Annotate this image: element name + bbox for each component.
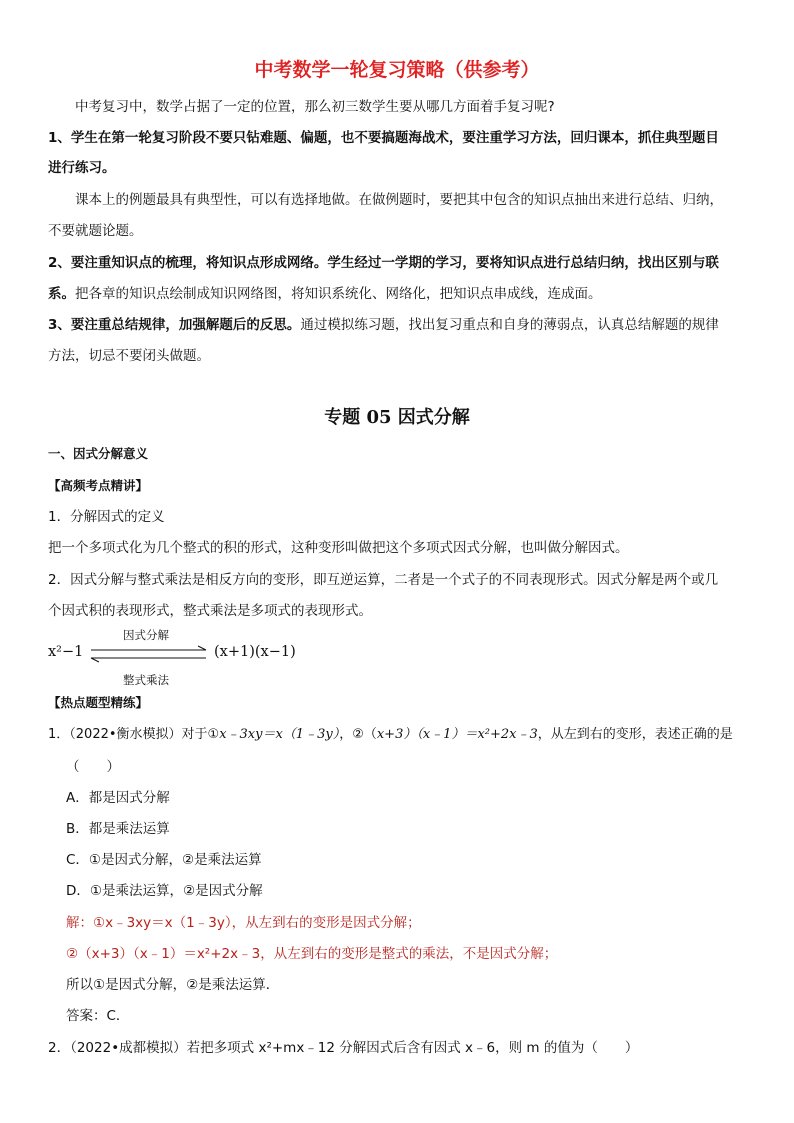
diagram-top-label: 因式分解: [123, 628, 169, 642]
section-heading: 一、因式分解意义: [48, 446, 149, 461]
strategy-point3-bold: 3、要注重总结规律，加强解题后的反思。: [48, 317, 301, 333]
question1-suffix: ，从左到右的变形，表述正确的是: [537, 727, 733, 742]
strategy-point1-line1: 1、学生在第一轮复习阶段不要只钻难题、偏题，也不要搞题海战术，要注重学习方法，回归课本，抓住典型题目: [48, 130, 719, 146]
strategy-point2-line1: 2、要注重知识点的梳理，将知识点形成网络。学生经过一学期的学习，要将知识点进行总结归纳，找出区别与联: [48, 255, 719, 271]
definition-text: 把一个多项式化为几个整式的积的形式，这种变形叫做把这个多项式因式分解，也叫做分解因式。: [48, 540, 629, 556]
option-a: A．都是因式分解: [66, 790, 170, 806]
question1-expr2: x+3）（x﹣1）＝x²+2x﹣3: [376, 727, 538, 742]
high-frequency-heading: 【高频考点精讲】: [48, 478, 149, 493]
strategy-point2-line2-rest: 把各章的知识点绘制成知识网络图，将知识系统化、网络化，把知识点串成线，连成面。: [75, 286, 602, 302]
strategy-point3-rest: 通过模拟练习题，找出复习重点和自身的薄弱点，认真总结解题的规律: [300, 317, 719, 333]
option-b: B．都是乘法运算: [66, 821, 170, 837]
solution-line2: ②（x+3）（x﹣1）＝x²+2x﹣3，从左到右的变形是整式的乘法，不是因式分解；: [66, 946, 558, 962]
strategy-title: 中考数学一轮复习策略（供参考）: [254, 59, 540, 81]
question1-prefix: 1．（2022•衡水模拟）对于①: [48, 727, 220, 742]
relation-line2: 个因式积的表现形式，整式乘法是多项式的表现形式。: [48, 603, 372, 619]
solution-line3: 所以①是因式分解，②是乘法运算．: [66, 977, 280, 993]
option-c: C．①是因式分解，②是乘法运算: [66, 852, 262, 868]
double-arrow-icon: [88, 644, 210, 666]
factorization-diagram: [48, 628, 308, 688]
diagram-bottom-label: 整式乘法: [123, 673, 169, 687]
solution-line1: 解：①x﹣3xy＝x（1﹣3y），从左到右的变形是因式分解；: [66, 915, 421, 931]
question1-answer-paren: （ ）: [66, 759, 120, 775]
strategy-point2-line2: [48, 284, 602, 304]
question1-answer: 答案：C．: [66, 1008, 130, 1024]
topic-title: 专题 05 因式分解: [324, 407, 470, 428]
diagram-left-expression: x²−1: [48, 644, 84, 660]
option-d: D．①是乘法运算，②是因式分解: [66, 883, 263, 899]
strategy-point3-line1: [48, 315, 719, 335]
diagram-right-expression: (x+1)(x−1): [214, 644, 296, 660]
strategy-intro: 中考复习中，数学占据了一定的位置，那么初三数学生要从哪几方面着手复习呢?: [75, 99, 555, 115]
question2-stem: 2．（2022•成都模拟）若把多项式 x²+mx﹣12 分解因式后含有因式 x﹣6，则 m 的值为（ ）: [48, 1040, 639, 1056]
question1-mid: ，②（: [339, 727, 377, 742]
strategy-point3-line2: 方法，切忌不要闭头做题。: [48, 348, 210, 364]
definition-title: 1．分解因式的定义: [48, 509, 165, 525]
strategy-point1-line2: 进行练习。: [48, 160, 116, 176]
strategy-point2-line2-bold: 系。: [48, 286, 75, 302]
strategy-para2-line1: 课本上的例题最具有典型性，可以有选择地做。在做例题时，要把其中包含的知识点抽出来进行总结、归纳，: [75, 192, 723, 208]
question1-expr1: x﹣3xy＝x（1﹣3y）: [219, 727, 340, 742]
relation-line1: 2．因式分解与整式乘法是相反方向的变形，即互逆运算，二者是一个式子的不同表现形式。因式分解是两个或几: [48, 572, 719, 588]
strategy-para2-line2: 不要就题论题。: [48, 223, 143, 239]
question1-stem: [48, 725, 733, 745]
practice-heading: 【热点题型精练】: [48, 695, 149, 710]
